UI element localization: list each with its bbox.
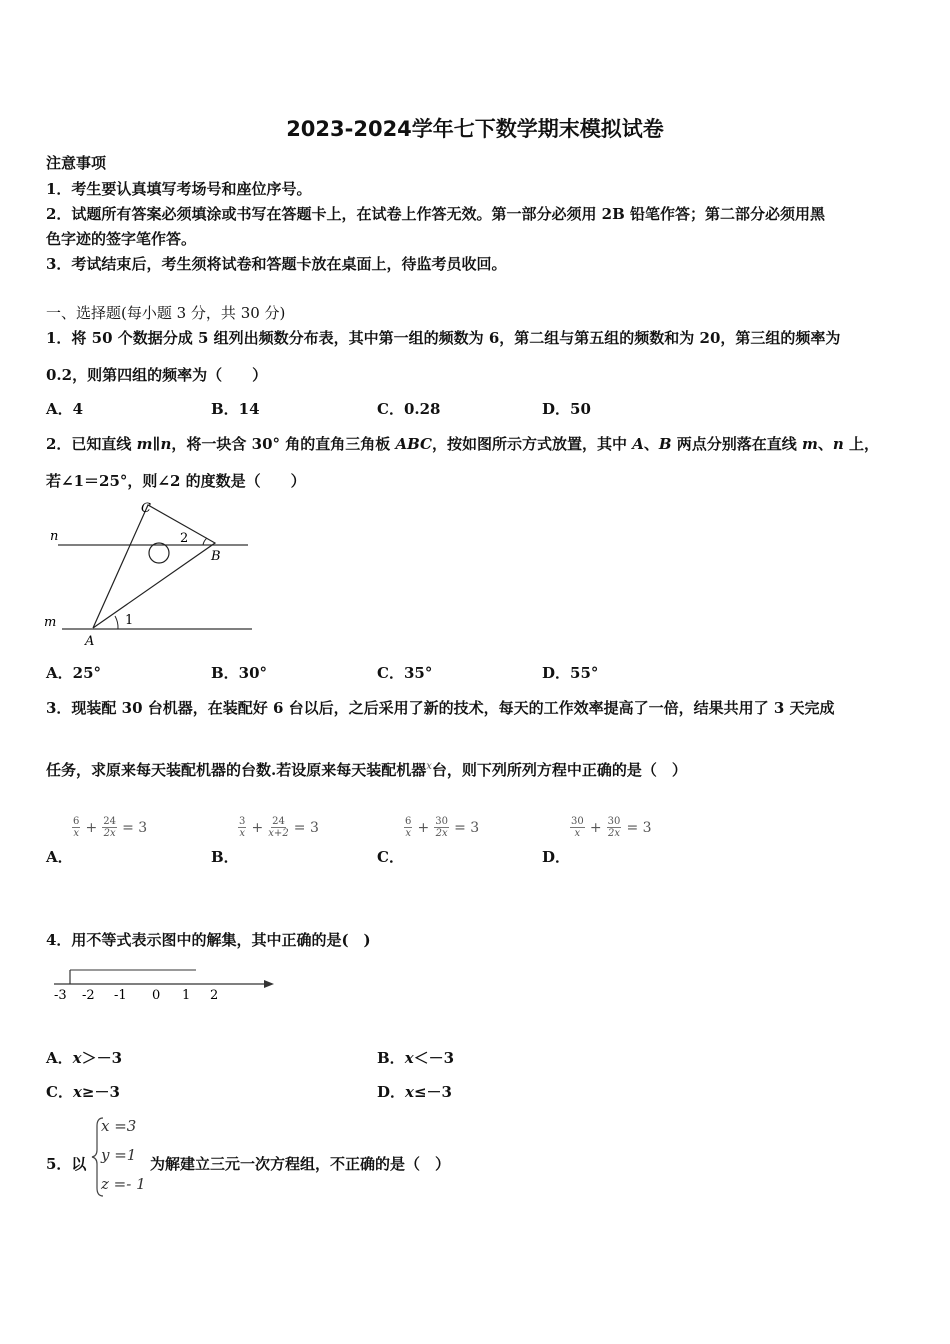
q3-option-d-letter: D． — [542, 848, 571, 866]
notice-item: 2．试题所有答案必须填涂或书写在答题卡上，在试卷上作答无效。第一部分必须用 2B 铅笔作答；第二部分必须用黑 — [46, 205, 826, 223]
q2-option-b: B．30° — [211, 664, 268, 682]
question-4-line-1: 4．用不等式表示图中的解集，其中正确的是( ) — [46, 931, 371, 949]
angle-1-arc — [115, 616, 118, 629]
triangle-figure — [40, 495, 260, 650]
notice-item: 1．考生要认真填写考场号和座位序号。 — [46, 180, 312, 198]
q4-option-c: C．x≥－3 — [46, 1083, 120, 1101]
section-heading: 一、选择题(每小题 3 分，共 30 分) — [46, 304, 286, 322]
arrow-right-icon — [264, 980, 274, 988]
q3-equation-d: $\frac{30}{x}$ + $\frac{30}{2x}$ = 3 — [571, 816, 652, 839]
system-eq-y: y =1 — [101, 1146, 137, 1164]
label-n: n — [50, 529, 59, 544]
angle-2-arc — [203, 538, 207, 545]
question-1-line-1: 1．将 50 个数据分成 5 组列出频数分布表，其中第一组的频数为 6，第二组与第五组的频数和为 20，第三组的频率为 — [46, 329, 841, 347]
q3-option-a-letter: A． — [46, 848, 73, 866]
label-c: C — [141, 501, 151, 516]
q2-option-d: D．55° — [542, 664, 599, 682]
triangle-abc — [93, 505, 215, 628]
tick-label: -2 — [82, 988, 95, 1003]
q1-option-a: A．4 — [46, 400, 84, 418]
number-line-figure — [48, 962, 278, 1004]
label-m: m — [44, 615, 57, 630]
q1-option-d: D．50 — [542, 400, 591, 418]
question-2-line-1: 2．已知直线 m∥n，将一块含 30° 角的直角三角板 ABC，按如图所示方式放置，其中 A、B 两点分别落在直线 m、n 上， — [46, 435, 880, 453]
question-5-prefix: 5．以 — [46, 1155, 87, 1173]
q4-option-b: B．x＜－3 — [377, 1049, 455, 1067]
notice-heading: 注意事项 — [46, 154, 107, 172]
q3-equation-c: $\frac{6}{x}$ + $\frac{30}{2x}$ = 3 — [405, 816, 480, 839]
label-b: B — [211, 549, 221, 564]
q1-option-b: B．14 — [211, 400, 260, 418]
q1-option-c: C．0.28 — [377, 400, 441, 418]
tick-label: -3 — [54, 988, 67, 1003]
q4-option-a: A．x＞－3 — [46, 1049, 123, 1067]
tick-label: 0 — [152, 988, 161, 1003]
system-eq-z: z =- 1 — [101, 1175, 146, 1193]
q3-equation-a: $\frac{6}{x}$ + $\frac{24}{2x}$ = 3 — [73, 816, 148, 839]
q4-option-d: D．x≤－3 — [377, 1083, 452, 1101]
notice-item: 3．考试结束后，考生须将试卷和答题卡放在桌面上，待监考员收回。 — [46, 255, 507, 273]
q2-option-a: A．25° — [46, 664, 102, 682]
q3-option-c-letter: C． — [377, 848, 404, 866]
question-5-suffix: 为解建立三元一次方程组，不正确的是（ ） — [150, 1155, 451, 1173]
tick-label: -1 — [114, 988, 127, 1003]
tick-label: 1 — [182, 988, 191, 1003]
q3-option-b-letter: B． — [211, 848, 239, 866]
question-3-line-2: 任务，求原来每天装配机器的台数.若设原来每天装配机器$^x$台，则下列所列方程中正确的是（ ） — [46, 761, 687, 779]
question-1-line-2: 0.2，则第四组的频率为（ ） — [46, 366, 268, 384]
tick-label: 2 — [210, 988, 219, 1003]
page-title: 2023-2024学年七下数学期末模拟试卷 — [286, 117, 664, 141]
notice-item: 色字迹的签字笔作答。 — [46, 230, 197, 248]
question-3-line-1: 3．现装配 30 台机器，在装配好 6 台以后，之后采用了新的技术，每天的工作效率提高了一倍，结果共用了 3 天完成 — [46, 699, 835, 717]
q3-equation-b: $\frac{3}{x}$ + $\frac{24}{x+2}$ = 3 — [239, 816, 319, 839]
question-2-line-2: 若∠1＝25°，则∠2 的度数是（ ） — [46, 472, 306, 490]
label-a: A — [85, 634, 95, 649]
set-square-hole — [149, 543, 169, 563]
q2-option-c: C．35° — [377, 664, 433, 682]
system-eq-x: x =3 — [101, 1117, 137, 1135]
label-1: 1 — [125, 613, 134, 628]
label-2: 2 — [180, 531, 189, 546]
